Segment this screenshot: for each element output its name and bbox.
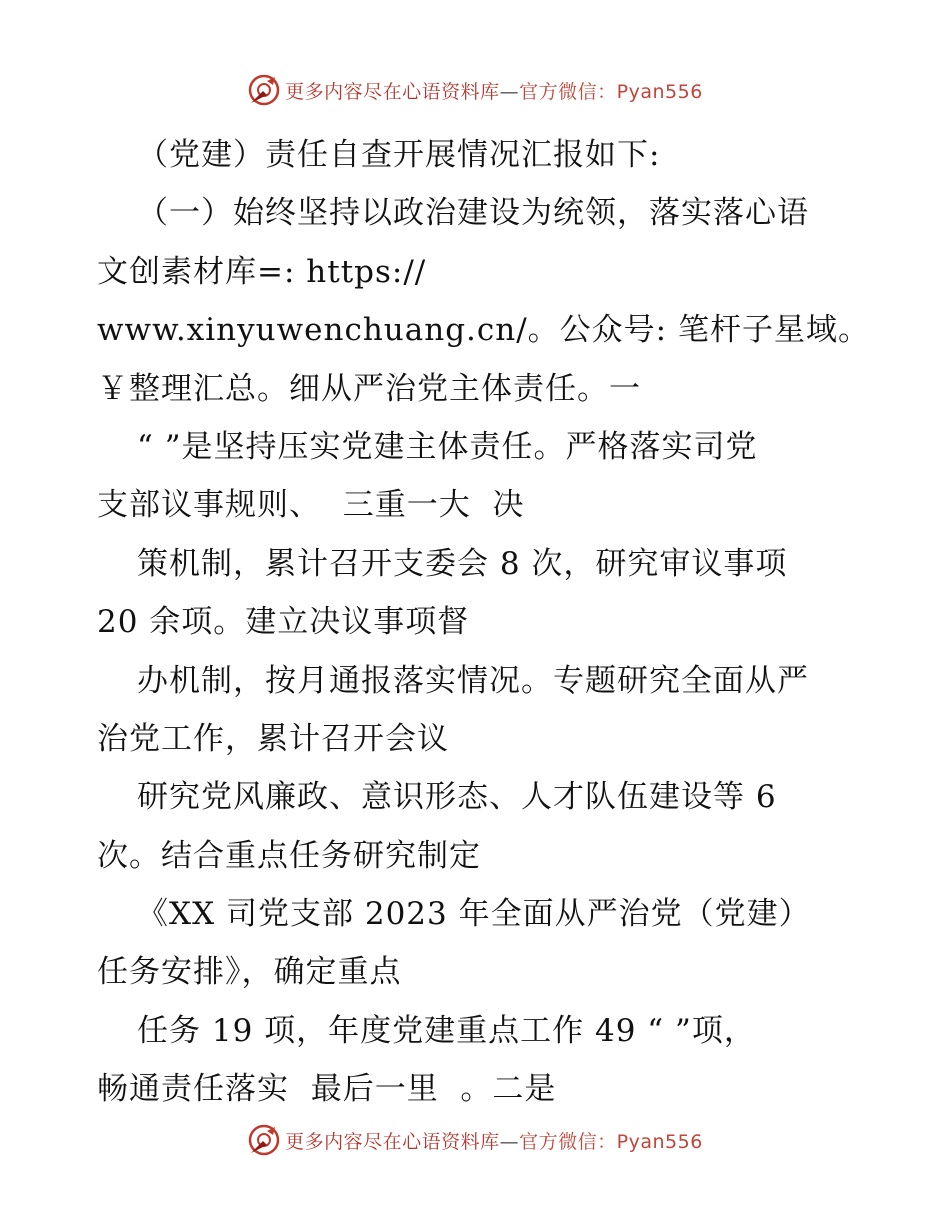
text-line: 畅通责任落实 最后一里 。二是 [97, 1071, 557, 1108]
text-line: 任务安排》，确定重点 [97, 954, 402, 991]
text-line: 研究党风廉政、意识形态、人才队伍建设等 6 [137, 779, 777, 816]
header-banner [0, 70, 950, 110]
pen-logo-icon [247, 73, 281, 107]
text-line: 次。结合重点任务研究制定 [97, 837, 481, 874]
text-line: 文创素材库=: https:// [97, 253, 427, 290]
text-line: 任务 19 项，年度党建重点工作 49 “ ”项， [137, 1012, 756, 1049]
text-line: 办机制，按月通报落实情况。专题研究全面从严 [137, 662, 809, 699]
text-line: 支部议事规则、 三重一大 决 [97, 487, 525, 524]
text-line: 《XX 司党支部 2023 年全面从严治党（党建） [137, 896, 811, 933]
text-line: “ ”是坚持压实党建主体责任。严格落实司党 [137, 428, 758, 465]
text-line: （一）始终坚持以政治建设为统领，落实落心语 [137, 195, 809, 232]
text-line: ￥整理汇总。细从严治党主体责任。一 [97, 370, 641, 407]
pen-logo-icon [247, 1123, 281, 1157]
document-body [97, 126, 870, 1119]
text-line: 策机制，累计召开支委会 8 次，研究审议事项 [137, 545, 788, 582]
text-line: 20 余项。建立决议事项督 [97, 604, 470, 641]
header-banner-text: 更多内容尽在心语资料库—官方微信：Pyan556 [285, 80, 703, 103]
text-line: 治党工作，累计召开会议 [97, 720, 449, 757]
footer-banner-text: 更多内容尽在心语资料库—官方微信：Pyan556 [285, 1130, 703, 1153]
text-line: （党建）责任自查开展情况汇报如下: [137, 137, 661, 173]
text-line: www.xinyuwenchuang.cn/。公众号: 笔杆子星域。 [97, 312, 870, 349]
footer-banner [0, 1120, 950, 1160]
